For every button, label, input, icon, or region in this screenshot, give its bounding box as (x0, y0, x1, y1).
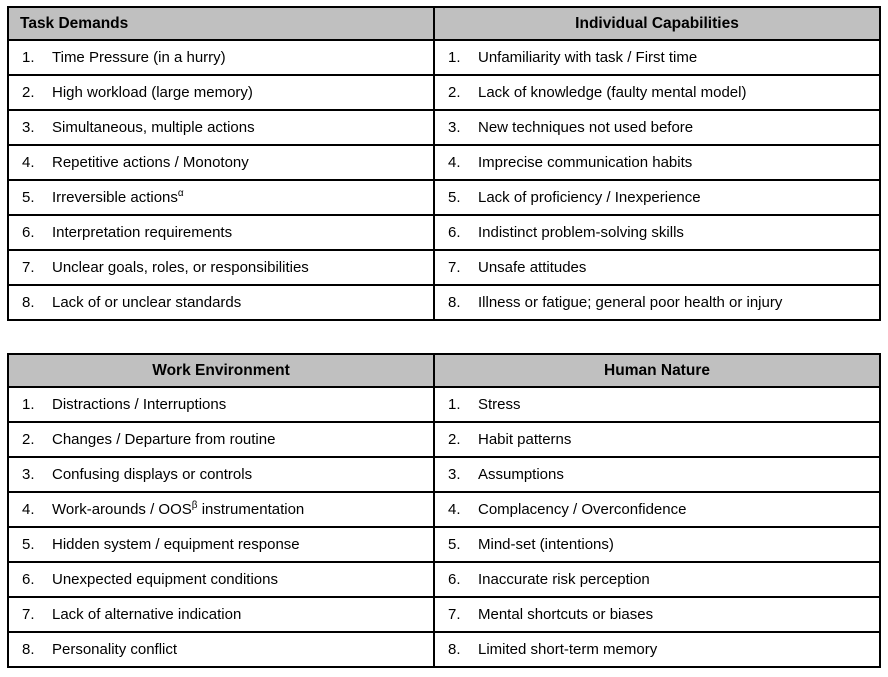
item-number: 1. (22, 396, 35, 413)
table-cell (8, 180, 434, 215)
item-number: 2. (448, 431, 461, 448)
table-cell (434, 457, 880, 492)
item-text: Unfamiliarity with task / First time (478, 49, 698, 66)
item-number: 4. (22, 154, 35, 171)
item-text: High workload (large memory) (52, 84, 253, 101)
item-number: 1. (448, 396, 461, 413)
item-number: 5. (22, 536, 35, 553)
item-text: Simultaneous, multiple actions (52, 119, 255, 136)
item-number: 3. (22, 466, 35, 483)
item-text: Interpretation requirements (52, 224, 233, 241)
table-cell (434, 250, 880, 285)
item-text: Habit patterns (478, 431, 572, 448)
item-text: Irreversible actions$^\alpha$ (52, 188, 184, 206)
table-cell (8, 250, 434, 285)
table-row (8, 285, 880, 320)
table-row (8, 527, 880, 562)
item-number: 4. (448, 501, 461, 518)
table-cell (8, 422, 434, 457)
table-row (8, 422, 880, 457)
table-row (8, 75, 880, 110)
item-number: 1. (22, 49, 35, 66)
table-cell (8, 387, 434, 422)
item-number: 4. (448, 154, 461, 171)
item-text: Lack of or unclear standards (52, 294, 242, 311)
table-cell (434, 285, 880, 320)
item-number: 7. (22, 259, 35, 276)
table-cell (8, 285, 434, 320)
item-number: 7. (448, 259, 461, 276)
table-cell (434, 562, 880, 597)
header-individual-capabilities: Individual Capabilities (434, 7, 880, 40)
item-number: 5. (448, 189, 461, 206)
item-number: 5. (22, 189, 35, 206)
table-row (8, 145, 880, 180)
item-text: Unexpected equipment conditions (52, 571, 278, 588)
item-number: 3. (22, 119, 35, 136)
table-cell (8, 562, 434, 597)
item-number: 7. (448, 606, 461, 623)
table-cell (8, 492, 434, 527)
table-cell (434, 387, 880, 422)
superscript-beta: β (191, 500, 198, 511)
table-cell (8, 215, 434, 250)
table-cell (434, 180, 880, 215)
item-number: 3. (448, 466, 461, 483)
item-text: Inaccurate risk perception (478, 571, 650, 588)
error-precursors-table-top (7, 6, 881, 321)
table-cell (8, 40, 434, 75)
table-row (8, 632, 880, 667)
table-row (8, 597, 880, 632)
header-task-demands: Task Demands (8, 7, 434, 40)
superscript-alpha: α (177, 188, 184, 199)
item-text: Complacency / Overconfidence (478, 501, 687, 518)
table-cell (8, 110, 434, 145)
item-text: Stress (478, 396, 521, 413)
item-text: Unclear goals, roles, or responsibilities (52, 259, 309, 276)
table-cell (434, 110, 880, 145)
item-text: Time Pressure (in a hurry) (52, 49, 226, 66)
table-cell (434, 145, 880, 180)
item-text: Work-arounds / $OOS^\beta$ instrumentation (52, 500, 305, 518)
table-row (8, 40, 880, 75)
item-text: Assumptions (478, 466, 564, 483)
table-cell (434, 527, 880, 562)
table-cell (8, 145, 434, 180)
item-text: Unsafe attitudes (478, 259, 587, 276)
item-number: 6. (448, 571, 461, 588)
item-number: 4. (22, 501, 35, 518)
item-number: 3. (448, 119, 461, 136)
table-cell (434, 215, 880, 250)
item-number: 6. (22, 224, 35, 241)
table-cell (8, 75, 434, 110)
item-number: 2. (448, 84, 461, 101)
table-cell (434, 597, 880, 632)
item-number: 1. (448, 49, 461, 66)
table-cell (434, 632, 880, 667)
item-text: Lack of alternative indication (52, 606, 242, 623)
item-text: Confusing displays or controls (52, 466, 253, 483)
table-row (8, 110, 880, 145)
table-row (8, 492, 880, 527)
item-text: Distractions / Interruptions (52, 396, 227, 413)
table-cell (8, 597, 434, 632)
item-text: Mind-set (intentions) (478, 536, 614, 553)
table-cell (8, 632, 434, 667)
item-text: Hidden system / equipment response (52, 536, 300, 553)
item-number: 8. (448, 641, 461, 658)
table-cell (434, 75, 880, 110)
item-text: Indistinct problem-solving skills (478, 224, 684, 241)
table-header-row (8, 7, 880, 40)
item-number: 2. (22, 84, 35, 101)
item-text: Lack of proficiency / Inexperience (478, 189, 701, 206)
item-number: 8. (448, 294, 461, 311)
item-number: 8. (22, 641, 35, 658)
item-text: Personality conflict (52, 641, 178, 658)
table-row (8, 250, 880, 285)
item-number: 7. (22, 606, 35, 623)
table-cell (8, 527, 434, 562)
table-row (8, 457, 880, 492)
item-text: Lack of knowledge (faulty mental model) (478, 84, 747, 101)
item-number: 6. (22, 571, 35, 588)
item-text: Illness or fatigue; general poor health or injury (478, 294, 783, 311)
table-cell (434, 40, 880, 75)
table-cell (434, 422, 880, 457)
item-number: 6. (448, 224, 461, 241)
item-text: Limited short-term memory (478, 641, 658, 658)
table-header-row (8, 354, 880, 387)
table-row (8, 562, 880, 597)
table-cell (434, 492, 880, 527)
table-row (8, 215, 880, 250)
table-row (8, 180, 880, 215)
table-row (8, 387, 880, 422)
error-precursors-table-bottom (7, 353, 881, 668)
item-number: 8. (22, 294, 35, 311)
item-text: New techniques not used before (478, 119, 694, 136)
header-human-nature: Human Nature (434, 354, 880, 387)
item-text: Repetitive actions / Monotony (52, 154, 249, 171)
item-text: Mental shortcuts or biases (478, 606, 654, 623)
header-work-environment: Work Environment (8, 354, 434, 387)
item-number: 5. (448, 536, 461, 553)
item-text: Changes / Departure from routine (52, 431, 276, 448)
table-cell (8, 457, 434, 492)
item-text: Imprecise communication habits (478, 154, 693, 171)
item-number: 2. (22, 431, 35, 448)
